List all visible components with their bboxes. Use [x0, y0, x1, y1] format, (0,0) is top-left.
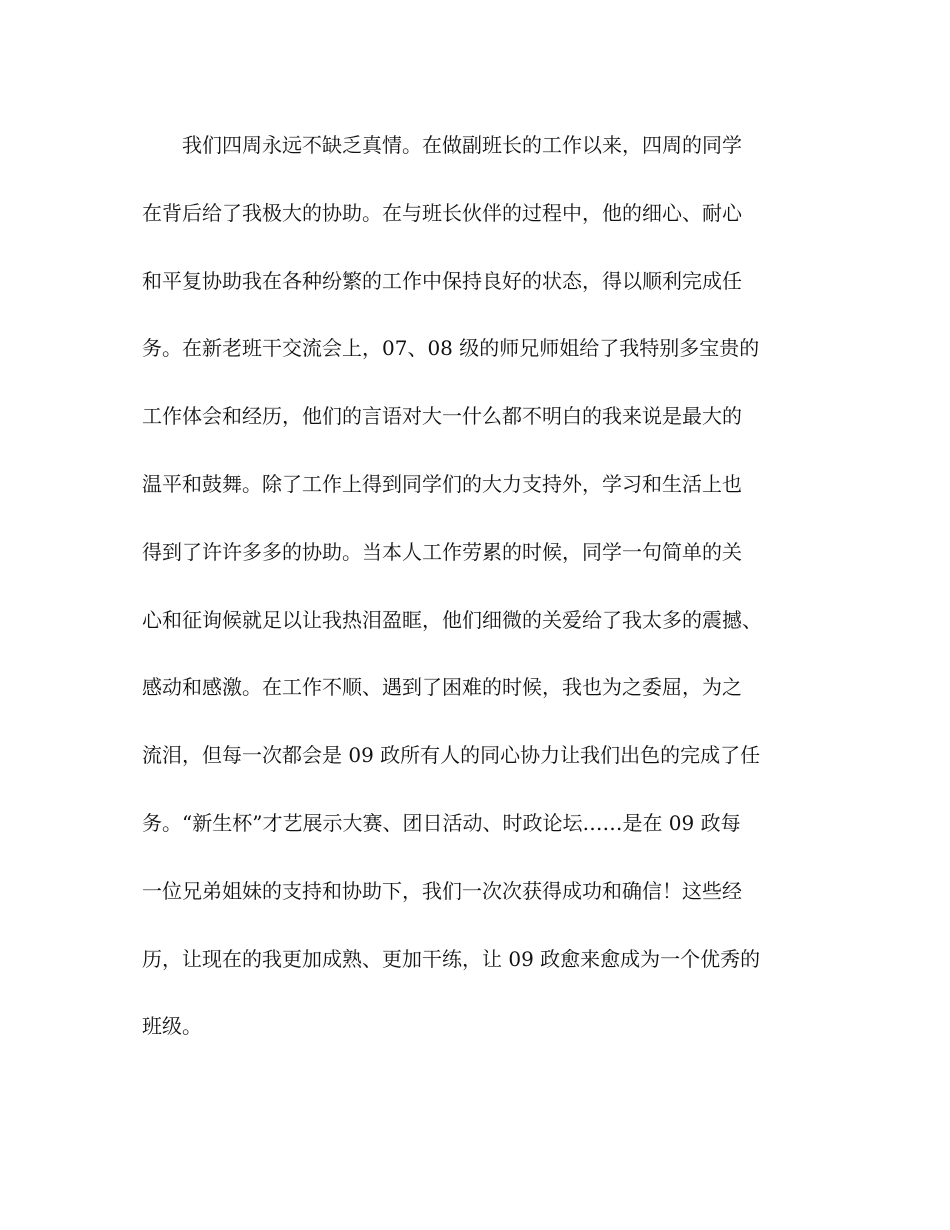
text-line: 我们四周永远不缺乏真情。在做副班长的工作以来，四周的同学: [182, 133, 742, 157]
text-line: 流泪，但每一次都会是 09 政所有人的同心协力让我们出色的完成了任: [142, 743, 761, 768]
text-line: 务。“新生杯”才艺展示大赛、团日活动、时政论坛……是在 09 政每: [142, 810, 741, 835]
text-line: 温平和鼓舞。除了工作上得到同学们的大力支持外，学习和生活上也: [142, 471, 742, 496]
text-line: 在背后给了我极大的协助。在与班长伙伴的过程中，他的细心、耐心: [142, 200, 742, 225]
text-line: 和平复协助我在各种纷繁的工作中保持良好的状态，得以顺利完成任: [142, 268, 742, 293]
text-line: 务。在新老班干交流会上，07、08 级的师兄师姐给了我特别多宝贵的: [142, 336, 760, 361]
text-line: 班级。: [142, 1014, 202, 1039]
text-line: 得到了许许多多的协助。当本人工作劳累的时候，同学一句简单的关: [142, 539, 742, 564]
text-line: 工作体会和经历，他们的言语对大一什么都不明白的我来说是最大的: [142, 404, 742, 429]
text-line: 一位兄弟姐妹的支持和协助下，我们一次次获得成功和确信！这些经: [142, 878, 742, 903]
text-line: 历，让现在的我更加成熟、更加干练，让 09 政愈来愈成为一个优秀的: [142, 946, 761, 971]
text-line: 心和征询候就足以让我热泪盈眶，他们细微的关爱给了我太多的震撼、: [142, 607, 762, 632]
paragraph: [142, 125, 822, 1074]
text-line: 感动和感激。在工作不顺、遇到了困难的时候，我也为之委屈，为之: [142, 675, 742, 700]
